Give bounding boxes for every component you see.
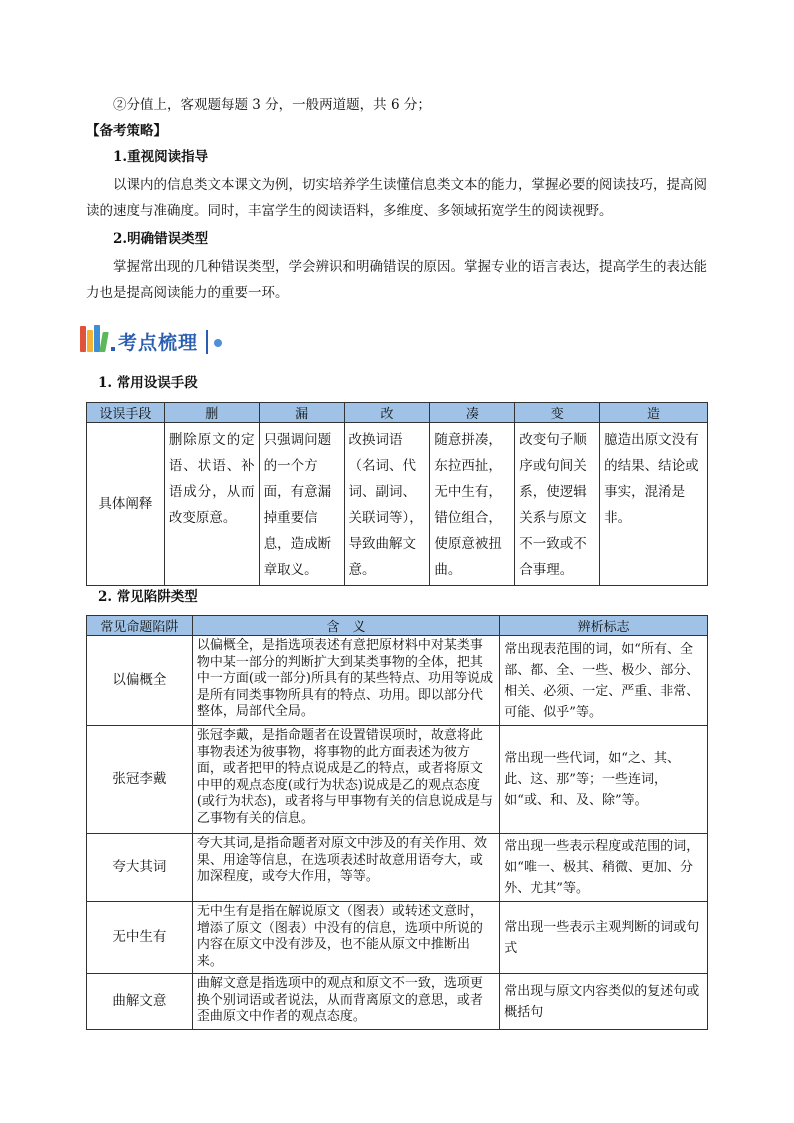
table-header: 漏 xyxy=(259,403,344,423)
banner-dot-separator xyxy=(111,347,115,351)
table-row xyxy=(87,636,708,726)
trap-meaning: 曲解文意是指选项中的观点和原文不一致，选项更换个别词语或者说法，从而背离原文的意思，或者歪曲原文中作者的观点态度。 xyxy=(192,974,499,1030)
table-header: 变 xyxy=(515,403,600,423)
books-icon xyxy=(80,324,110,352)
table-cell: 臆造出原文没有的结果、结论或事实，混淆是非。 xyxy=(600,423,708,586)
trap-mark: 常出现表范围的词，如“所有、全部、都、全、一些、极少、部分、相关、必须、一定、严重、非常、可能、似乎”等。 xyxy=(500,636,708,726)
table-cell: 只强调问题的一个方面，有意漏掉重要信息，造成断章取义。 xyxy=(259,423,344,586)
table-header: 设误手段 xyxy=(87,403,165,423)
table-header: 含 义 xyxy=(192,616,499,636)
section-banner xyxy=(80,322,240,358)
strategy-1-title: 1.重视阅读指导 xyxy=(113,149,209,165)
table-header-row xyxy=(87,403,708,423)
strategy-2-text: 掌握常出现的几种错误类型，学会辨识和明确错误的原因。掌握专业的语言表达，提高学生的表达能力也是提高阅读能力的重要一环。 xyxy=(86,259,707,301)
table-row xyxy=(87,423,708,586)
table-cell: 改变句子顺序或句间关系，使逻辑关系与原文不一致或不合事理。 xyxy=(515,423,600,586)
trap-name: 无中生有 xyxy=(87,902,193,974)
intro-line: ②分值上，客观题每题 3 分，一般两道题，共 6 分； xyxy=(113,97,431,113)
table-row xyxy=(87,726,708,834)
table-header-row xyxy=(87,616,708,636)
table-cell: 随意拼凑，东拉西扯，无中生有，错位组合，使原意被扭曲。 xyxy=(430,423,515,586)
table-header: 删 xyxy=(164,403,259,423)
table-row xyxy=(87,902,708,974)
table-header: 凑 xyxy=(430,403,515,423)
table-row xyxy=(87,834,708,902)
error-methods-table xyxy=(86,402,708,586)
trap-meaning: 张冠李戴，是指命题者在设置错误项时，故意将此事物表述为彼事物，将事物的此方面表述为彼方面，或者把甲的特点说成是乙的特点，或者将原文中甲的观点态度(或行为状态)说成是乙的观点态度(或行为状态)，或者将与甲事物有关的信息说成是与乙事物有关的信息。 xyxy=(192,726,499,834)
table-header: 改 xyxy=(344,403,430,423)
trap-meaning: 无中生有是指在解说原文（图表）或转述文意时，增添了原文（图表）中没有的信息，选项中所说的内容在原文中没有涉及，也不能从原文中推断出来。 xyxy=(192,902,499,974)
section2-title: 2. 常见陷阱类型 xyxy=(98,589,198,605)
trap-types-table xyxy=(86,615,708,1030)
table-row xyxy=(87,974,708,1030)
trap-meaning: 夸大其词,是指命题者对原文中涉及的有关作用、效果、用途等信息，在选项表述时故意用语夸大，或加深程度，或夸大作用，等等。 xyxy=(192,834,499,902)
banner-cursor-bar xyxy=(206,330,208,354)
trap-name: 曲解文意 xyxy=(87,974,193,1030)
trap-mark: 常出现一些表示主观判断的词或句式 xyxy=(500,902,708,974)
table-cell: 删除原文的定语、状语、补语成分，从而改变原意。 xyxy=(164,423,259,586)
table-header: 辨析标志 xyxy=(500,616,708,636)
table-header: 造 xyxy=(600,403,708,423)
trap-meaning: 以偏概全，是指选项表述有意把原材料中对某类事物中某一部分的判断扩大到某类事物的全体，把其中一方面(或一部分)所具有的某些特点、功用等说成是所有同类事物所具有的特点、功用。即以部分代整体，局部代全局。 xyxy=(192,636,499,726)
trap-mark: 常出现与原文内容类似的复述句或概括句 xyxy=(500,974,708,1030)
trap-name: 以偏概全 xyxy=(87,636,193,726)
strategy-2-title: 2.明确错误类型 xyxy=(113,231,209,247)
row-label: 具体阐释 xyxy=(87,423,165,586)
trap-name: 夸大其词 xyxy=(87,834,193,902)
strategy-1-text: 以课内的信息类文本课文为例，切实培养学生读懂信息类文本的能力，掌握必要的阅读技巧，提高阅读的速度与准确度。同时，丰富学生的阅读语料，多维度、多领域拓宽学生的阅读视野。 xyxy=(86,177,707,219)
table-header: 常见命题陷阱 xyxy=(87,616,193,636)
trap-mark: 常出现一些代词，如“之、其、此、这、那”等；一些连词，如“或、和、及、除”等。 xyxy=(500,726,708,834)
trap-name: 张冠李戴 xyxy=(87,726,193,834)
strategy-heading: 【备考策略】 xyxy=(86,123,167,139)
section1-title: 1. 常用设误手段 xyxy=(98,375,198,391)
table-cell: 改换词语（名词、代词、副词、关联词等），导致曲解文意。 xyxy=(344,423,430,586)
trap-mark: 常出现一些表示程度或范围的词，如“唯一、极其、稍微、更加、分外、尤其”等。 xyxy=(500,834,708,902)
banner-title: 考点梳理 xyxy=(118,332,199,354)
banner-dot xyxy=(214,339,222,347)
